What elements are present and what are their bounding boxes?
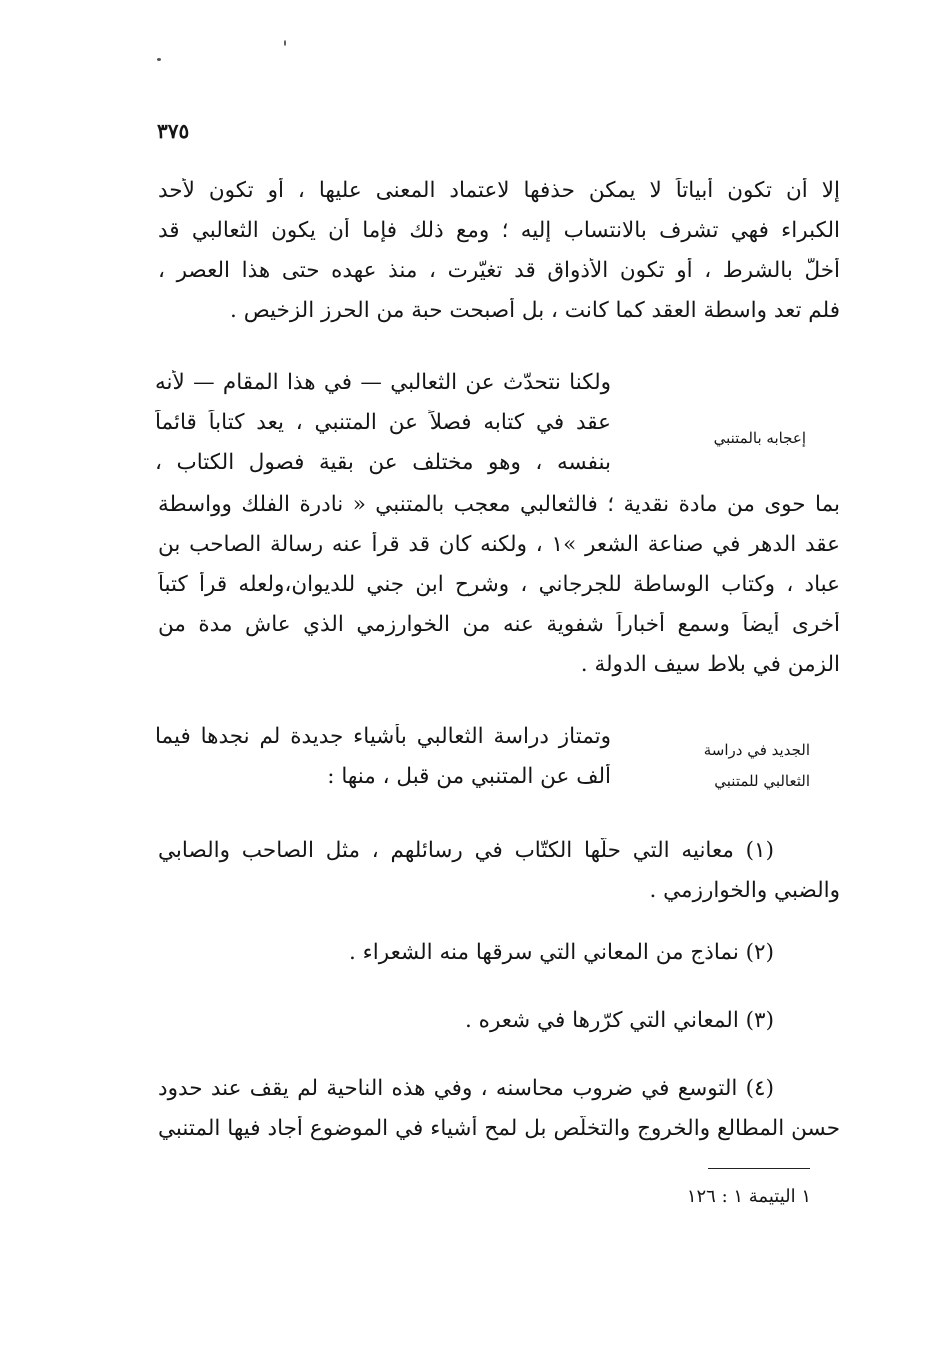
scan-speck [157, 58, 161, 61]
scan-speck [284, 40, 286, 46]
text-line: إلا أن تكون أبياتاً لا يمكن حذفها لاعتماد المعنى عليها ، أو تكون لأحد [158, 178, 840, 203]
page-number: ٣٧٥ [157, 119, 190, 143]
text-line: الزمن في بلاط سيف الدولة . [580, 652, 840, 677]
text-line: أخرى أيضاً وسمع أخباراً شفوية عنه من الخوارزمي الذي عاش مدة من [158, 612, 840, 637]
footnote-rule [708, 1168, 810, 1169]
text-line: الكبراء فهي تشرف بالانتساب إليه ؛ ومع ذلك فإما أن يكون الثعالبي قد [158, 218, 840, 243]
text-line: عباد ، وكتاب الوساطة للجرجاني ، وشرح ابن جني للديوان،ولعله قرأ كتباً [158, 572, 840, 597]
text-line: ولكنا نتحدّث عن الثعالبي — في هذا المقام — لأنه [155, 370, 611, 395]
list-item: (٤) التوسع في ضروب محاسنه ، وفي هذه الناحية لم يقف عند حدود [158, 1076, 774, 1101]
text-line: بنفسه ، وهو مختلف عن بقية فصول الكتاب ، [155, 450, 611, 475]
list-item: (١) معانيه التي حلّها الكتّاب في رسائلهم ، مثل الصاحب والصابي [158, 838, 774, 863]
text-line: عقد في كتابه فصلاً عن المتنبي ، يعد كتاباً قائماً [155, 410, 611, 435]
margin-note: إعجابه بالمتنبي [713, 429, 806, 447]
text-line: بما حوى من مادة نقدية ؛ فالثعالبي معجب بالمتنبي « نادرة الفلك وواسطة [158, 492, 840, 517]
list-item: والضبي والخوارزمي . [649, 878, 840, 903]
margin-note: الثعالبي للمتنبي [714, 772, 810, 790]
text-line: وتمتاز دراسة الثعالبي بأشياء جديدة لم نجدها فيما [155, 724, 611, 749]
text-line: فلم تعد واسطة العقد كما كانت ، بل أصبحت حبة من الحرز الزخيص . [230, 298, 840, 323]
text-line: أخلّ بالشرط ، أو تكون الأذواق قد تغيّرت ، منذ عهده حتى هذا العصر ، [158, 258, 840, 283]
list-item: حسن المطالع والخروج والتخلّص بل لمح أشياء في الموضوع أجاد فيها المتنبي [158, 1116, 840, 1141]
list-item: (٣) المعاني التي كرّرها في شعره . [465, 1008, 774, 1033]
footnote: ١ اليتيمة ١ : ١٢٦ [686, 1186, 811, 1207]
text-line: ألف عن المتنبي من قبل ، منها : [327, 764, 611, 789]
margin-note: الجديد في دراسة [703, 741, 810, 759]
text-line: عقد الدهر في صناعة الشعر »١ ، ولكنه كان قد قرأ عنه رسالة الصاحب بن [158, 532, 840, 557]
list-item: (٢) نماذج من المعاني التي سرقها منه الشعراء . [348, 940, 774, 965]
